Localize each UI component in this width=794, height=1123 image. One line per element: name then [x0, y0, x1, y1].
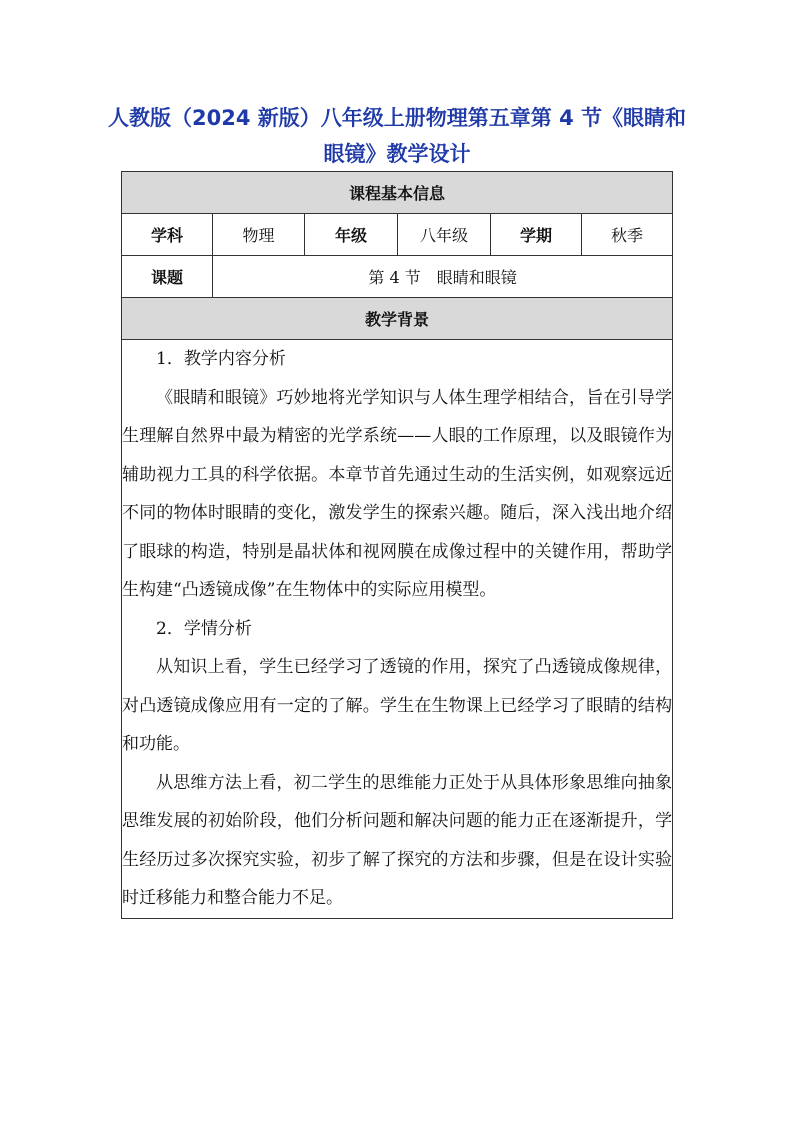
document-title: 人教版（2024 新版）八年级上册物理第五章第 4 节《眼睛和眼镜》教学设计	[108, 106, 686, 166]
student-analysis-paragraph-knowledge: 从知识上看，学生已经学习了透镜的作用，探究了凸透镜成像规律，对凸透镜成像应用有一定的了解。学生在生物课上已经学习了眼睛的结构和功能。	[122, 657, 673, 754]
student-analysis-title: 2．学情分析	[156, 618, 252, 639]
term-value: 秋季	[582, 214, 673, 256]
grade-value: 八年级	[398, 214, 491, 256]
lesson-plan-table	[121, 171, 673, 919]
topic-label: 课题	[122, 256, 213, 298]
content-analysis-title: 1．教学内容分析	[156, 349, 286, 369]
grade-label: 年级	[305, 214, 398, 256]
topic-value: 第 4 节 眼睛和眼镜	[213, 256, 673, 298]
subject-value: 物理	[213, 214, 305, 256]
content-analysis-paragraph: 《眼睛和眼镜》巧妙地将光学知识与人体生理学相结合，旨在引导学生理解自然界中最为精密的光学系统——人眼的工作原理，以及眼镜作为辅助视力工具的科学依据。本章节首先通过生动的生活实例，如观察远近不同的物体时眼睛的变化，激发学生的探索兴趣。随后，深入浅出地介绍了眼球的构造，特别是晶状体和视网膜在成像过程中的关键作用，帮助学生构建“凸透镜成像”在生物体中的实际应用模型。	[122, 387, 673, 600]
teaching-background-header: 教学背景	[122, 298, 673, 340]
student-analysis-paragraph-thinking: 从思维方法上看，初二学生的思维能力正处于从具体形象思维向抽象思维发展的初始阶段，他们分析问题和解决问题的能力正在逐渐提升，学生经历过多次探究实验，初步了解了探究的方法和步骤，但是在设计实验时迁移能力和整合能力不足。	[122, 772, 673, 908]
course-info-header: 课程基本信息	[122, 172, 673, 214]
teaching-background-content	[122, 340, 673, 919]
term-label: 学期	[491, 214, 582, 256]
subject-label: 学科	[122, 214, 213, 256]
